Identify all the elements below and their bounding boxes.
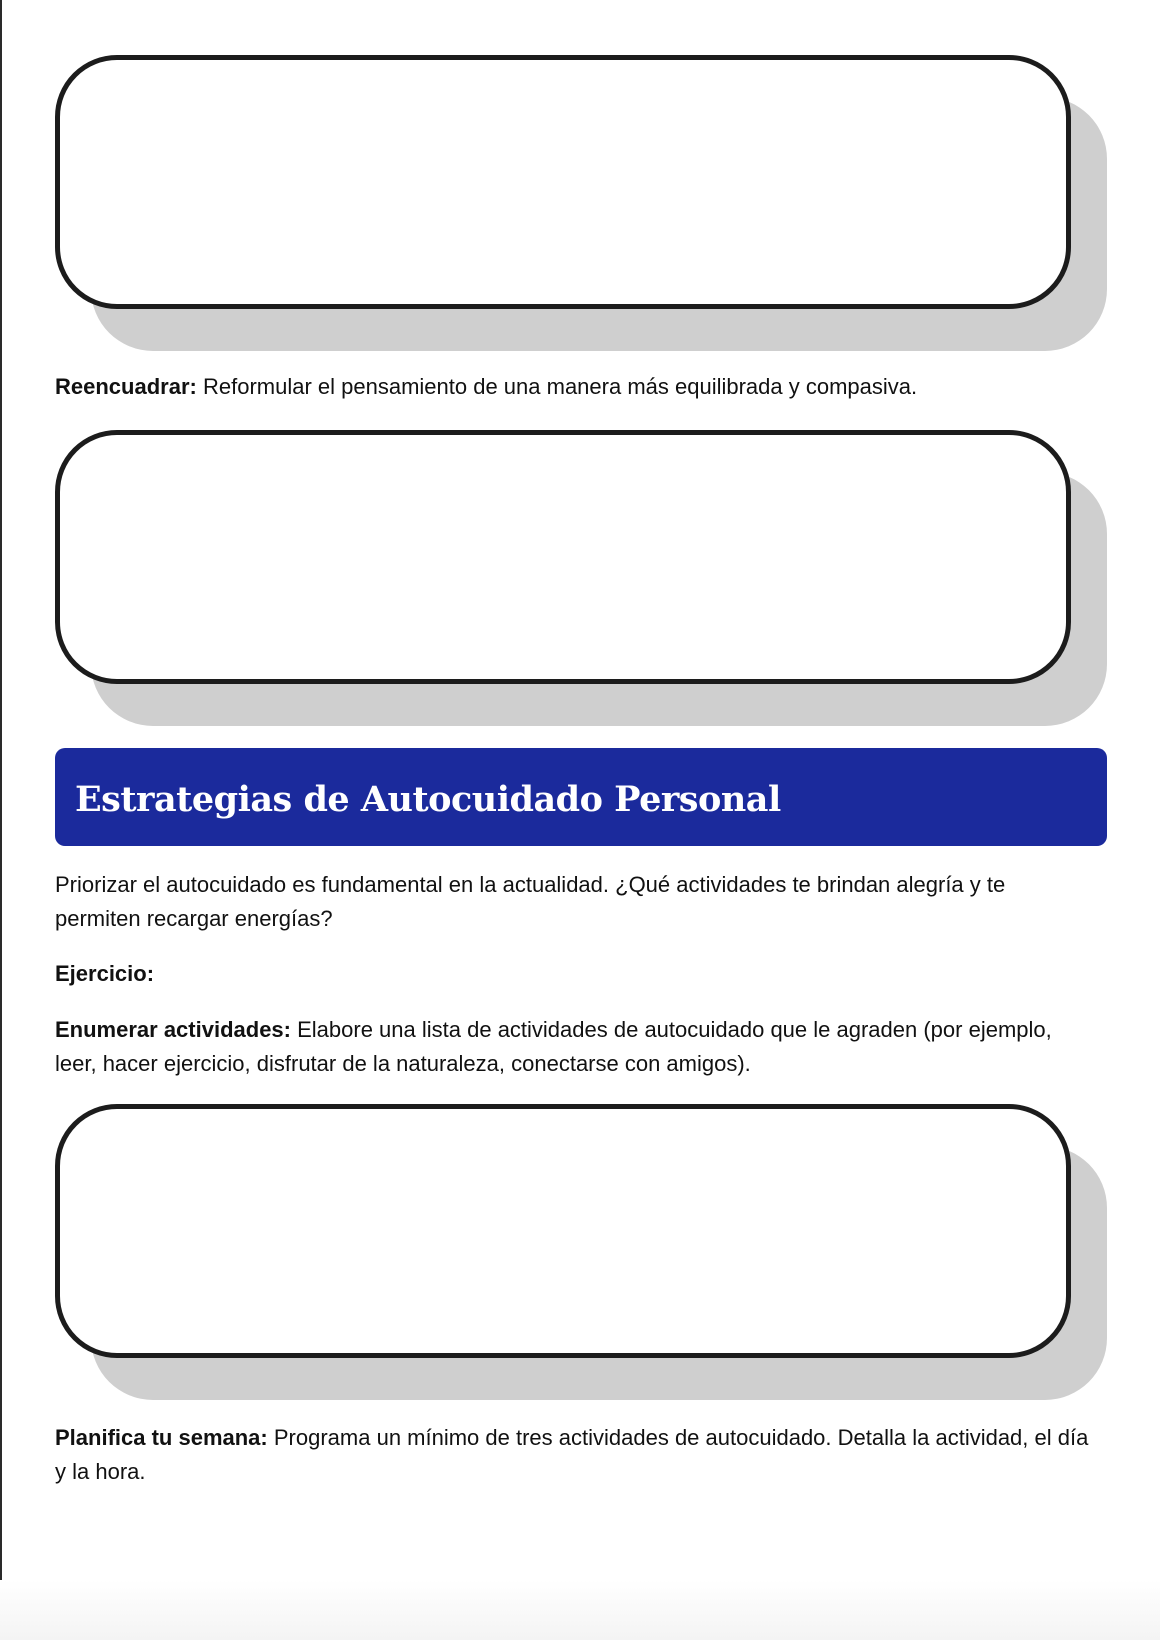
list-activities-paragraph xyxy=(55,1013,1085,1081)
page-bottom-shade xyxy=(0,1580,1160,1640)
plan-week-text: Programa un mínimo de tres actividades de autocuidado. Detalla la actividad, el día y la hora. xyxy=(55,1425,1089,1484)
reframe-label: Reencuadrar: xyxy=(55,374,197,399)
reframe-paragraph xyxy=(55,370,1105,404)
list-activities-text: Elabore una lista de actividades de autocuidado que le agraden (por ejemplo, leer, hacer ejercicio, disfrutar de la naturaleza, conectarse con amigos). xyxy=(55,1017,1052,1076)
plan-week-label: Planifica tu semana: xyxy=(55,1425,268,1450)
answer-box-field[interactable] xyxy=(55,430,1071,684)
exercise-label: Ejercicio: xyxy=(55,961,155,986)
answer-box-field[interactable] xyxy=(55,1104,1071,1358)
list-activities-label: Enumerar actividades: xyxy=(55,1017,291,1042)
section-header xyxy=(55,748,1107,846)
reframe-text: Reformular el pensamiento de una manera más equilibrada y compasiva. xyxy=(202,374,918,399)
answer-box-field[interactable] xyxy=(55,55,1071,309)
answer-box-2 xyxy=(55,430,1107,726)
page-left-edge xyxy=(0,0,2,1640)
answer-box-1 xyxy=(55,55,1107,351)
section-title: Estrategias de Autocuidado Personal xyxy=(75,778,781,820)
intro-paragraph: Priorizar el autocuidado es fundamental en la actualidad. ¿Qué actividades te brindan alegría y te permiten recargar energías? xyxy=(55,872,1006,931)
plan-week-paragraph xyxy=(55,1421,1105,1489)
exercise-heading xyxy=(55,957,1105,991)
answer-box-3 xyxy=(55,1104,1107,1400)
